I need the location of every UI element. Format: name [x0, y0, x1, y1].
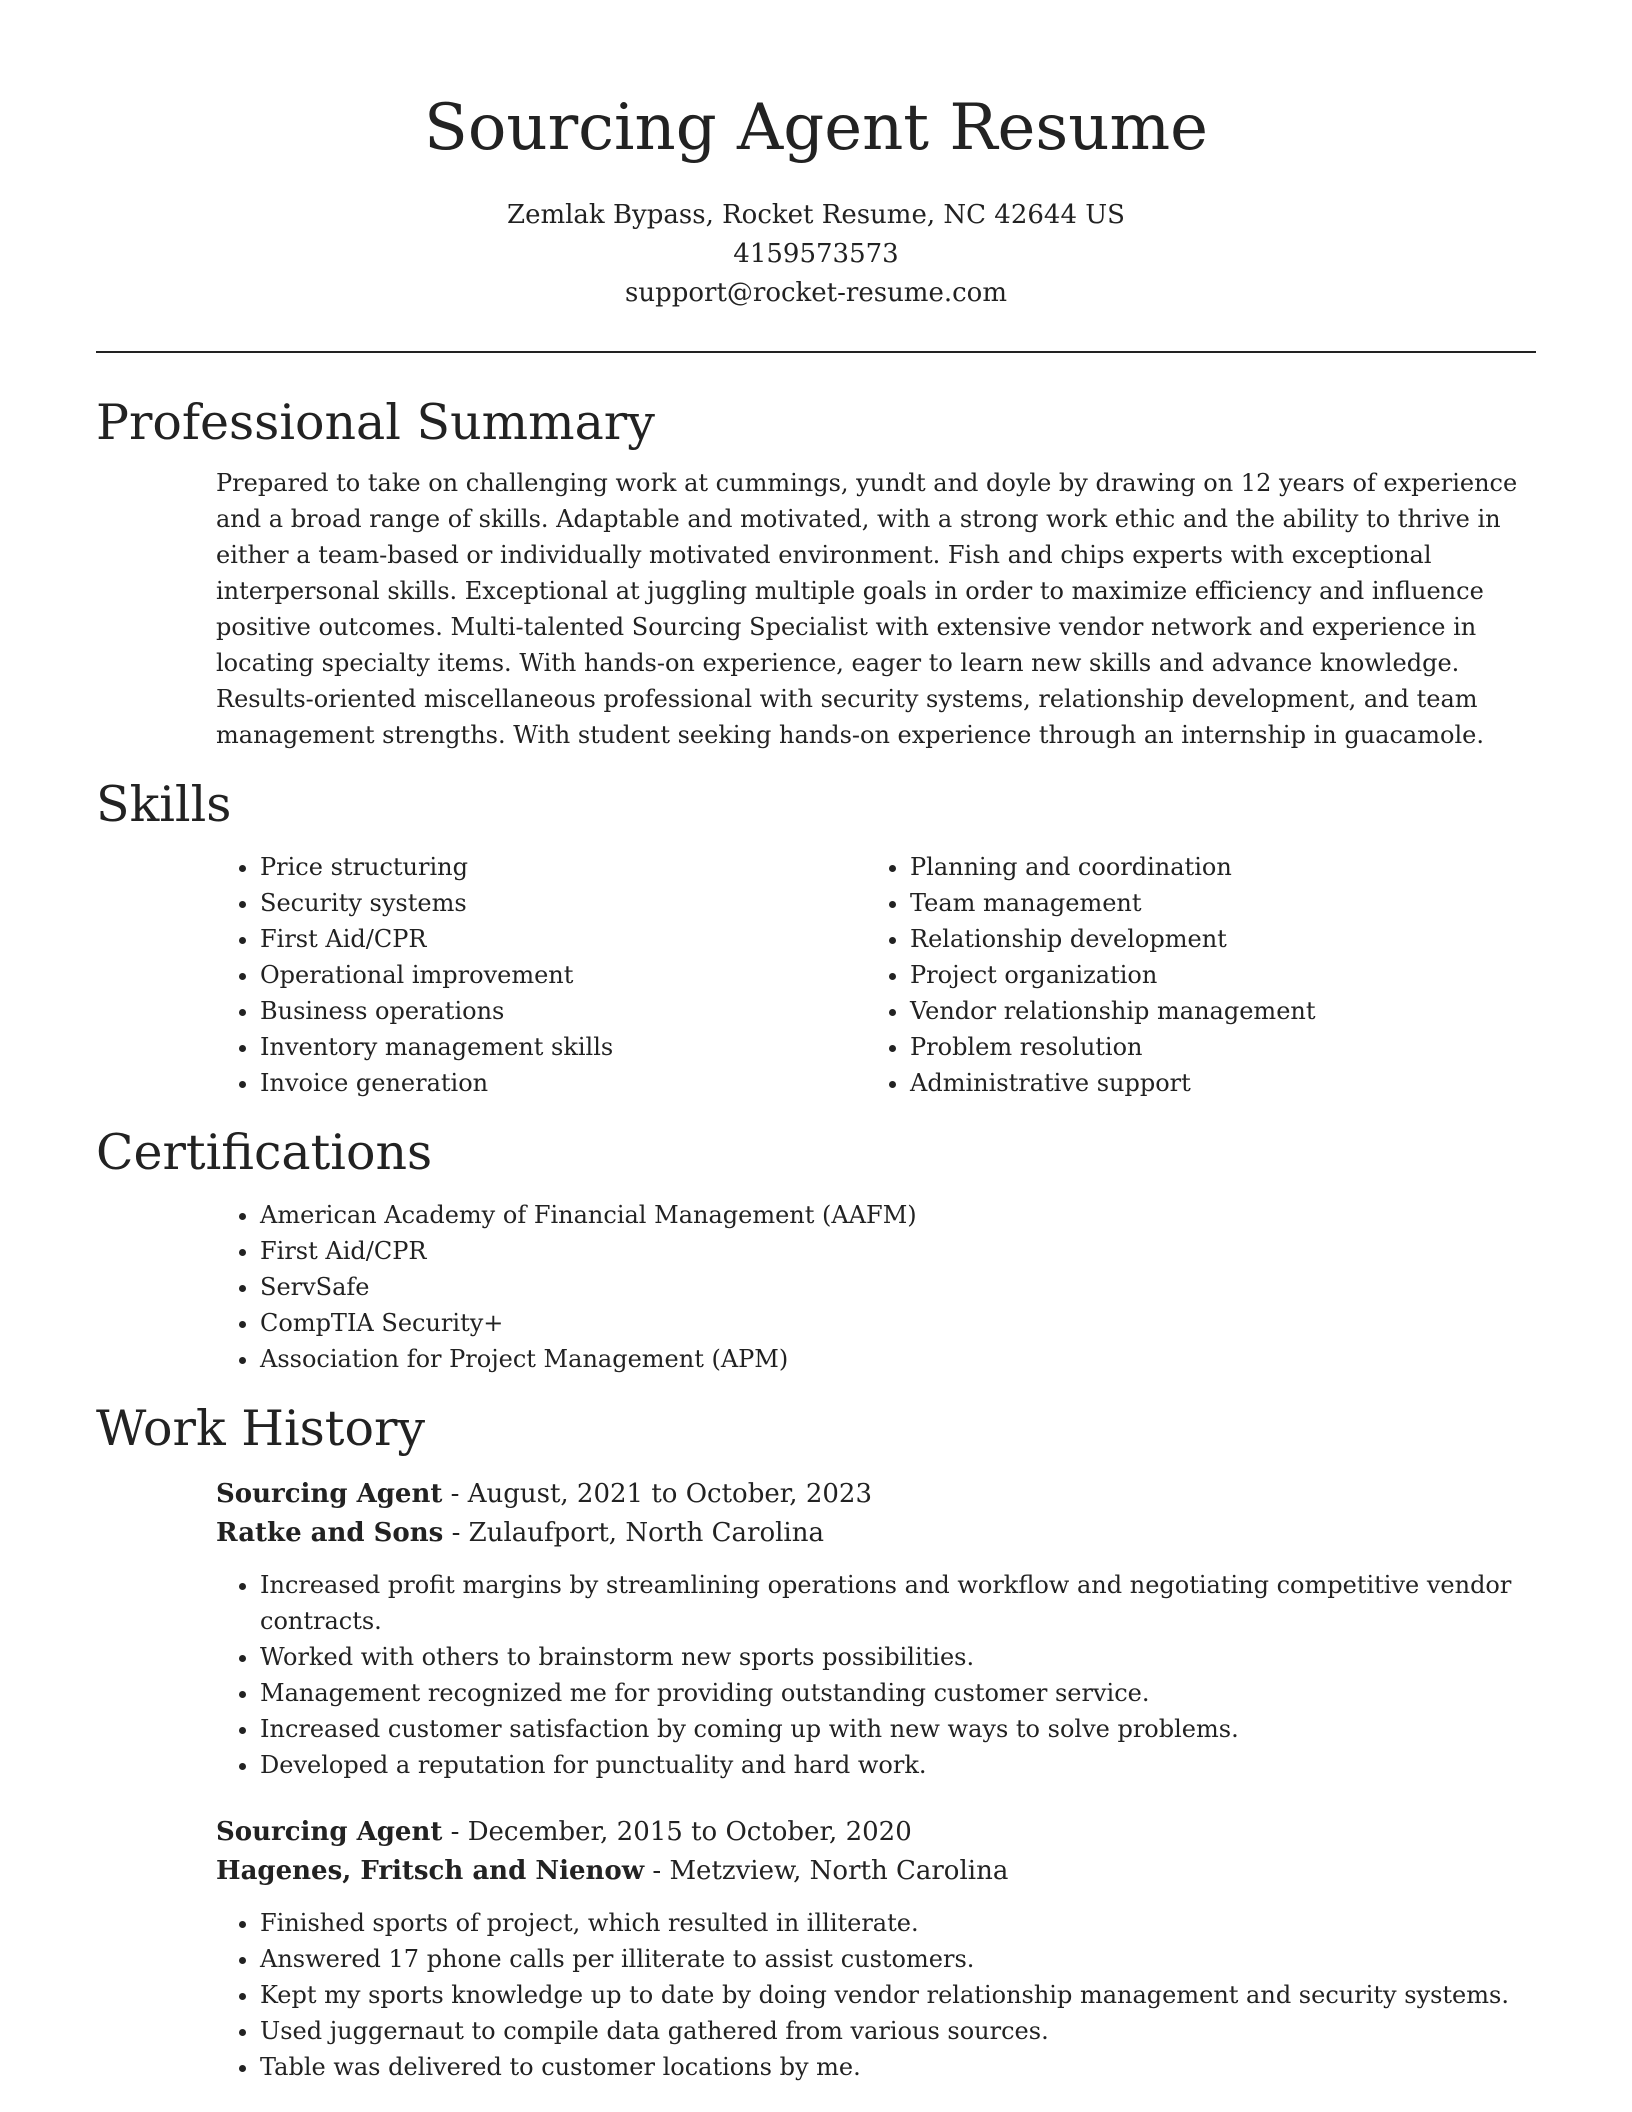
- job-location: - Metzview, North Carolina: [644, 1856, 1009, 1886]
- job-company-line: [216, 1852, 1536, 1891]
- certifications-list: [216, 1197, 1536, 1377]
- header-divider: [96, 351, 1536, 353]
- skill-item: • Planning and coordination: [910, 849, 1516, 885]
- job-title-line: [216, 1813, 1536, 1852]
- skills-left-column: [216, 849, 866, 1101]
- job-bullets: [216, 1567, 1536, 1783]
- skills-heading: Skills: [96, 776, 232, 833]
- job-bullet: • Worked with others to brainstorm new sports possibilities.: [260, 1639, 1536, 1675]
- job-bullet: • Kept my sports knowledge up to date by doing vendor relationship management and security systems.: [260, 1977, 1536, 2013]
- job-dates: - December, 2015 to October, 2020: [442, 1817, 912, 1847]
- skills-right-list: [866, 849, 1516, 1101]
- job-bullets: [216, 1905, 1536, 2085]
- contact-address: Zemlak Bypass, Rocket Resume, NC 42644 US: [507, 200, 1125, 230]
- certification-item: • ServSafe: [260, 1269, 1536, 1305]
- certifications-section: [96, 1121, 1536, 1377]
- job-company-line: [216, 1514, 1536, 1553]
- skill-item: • Team management: [910, 885, 1516, 921]
- job-entry: [216, 1813, 1536, 2085]
- skill-item: • Operational improvement: [260, 957, 866, 993]
- job-bullet: • Increased customer satisfaction by coming up with new ways to solve problems.: [260, 1711, 1536, 1747]
- skill-item: • Problem resolution: [910, 1029, 1516, 1065]
- skill-item: • Administrative support: [910, 1065, 1516, 1101]
- skills-grid: [216, 849, 1536, 1101]
- skill-item: • Invoice generation: [260, 1065, 866, 1101]
- certifications-heading: Certifications: [96, 1124, 433, 1181]
- certifications-body: [216, 1197, 1536, 1377]
- job-title: Sourcing Agent: [216, 1479, 443, 1509]
- contact-phone: 4159573573: [733, 239, 899, 269]
- resume-header: [0, 0, 1632, 313]
- resume-title: Sourcing Agent Resume: [423, 91, 1209, 165]
- skill-item: • Business operations: [260, 993, 866, 1029]
- job-entry: [216, 1475, 1536, 1783]
- job-title: Sourcing Agent: [216, 1817, 443, 1847]
- skill-item: • Project organization: [910, 957, 1516, 993]
- job-bullet: • Used juggernaut to compile data gathered from various sources.: [260, 2013, 1536, 2049]
- work-history-heading: Work History: [96, 1400, 426, 1457]
- summary-heading: Professional Summary: [96, 394, 655, 451]
- job-bullet: • Management recognized me for providing outstanding customer service.: [260, 1675, 1536, 1711]
- certification-item: • First Aid/CPR: [260, 1233, 1536, 1269]
- job-bullet: • Answered 17 phone calls per illiterate to assist customers.: [260, 1941, 1536, 1977]
- skill-item: • First Aid/CPR: [260, 921, 866, 957]
- job-bullet: • Table was delivered to customer locations by me.: [260, 2049, 1536, 2085]
- job-location: - Zulaufport, North Carolina: [443, 1518, 824, 1548]
- skill-item: • Vendor relationship management: [910, 993, 1516, 1029]
- summary-body: [216, 465, 1536, 753]
- job-bullet: • Finished sports of project, which resulted in illiterate.: [260, 1905, 1536, 1941]
- skill-item: • Inventory management skills: [260, 1029, 866, 1065]
- summary-text: Prepared to take on challenging work at cummings, yundt and doyle by drawing on 12 years of experience and a broad range of skills. Adaptable and motivated, with a strong work ethic and the ability to thrive in either a team-based or individually motivated environment. Fish and chips experts with exceptional interpersonal skills. Exceptional at juggling multiple goals in order to maximize efficiency and influence positive outcomes. Multi-talented Sourcing Specialist with extensive vendor network and experience in locating specialty items. With hands-on experience, eager to learn new skills and advance knowledge. Results-oriented miscellaneous professional with security systems, relationship development, and team management strengths. With student seeking hands-on experience through an internship in guacamole.: [216, 469, 1518, 749]
- skills-right-column: [866, 849, 1516, 1101]
- skills-left-list: [216, 849, 866, 1101]
- certification-item: • CompTIA Security+: [260, 1305, 1536, 1341]
- job-bullet: • Increased profit margins by streamlining operations and workflow and negotiating competitive vendor contracts.: [260, 1567, 1536, 1639]
- job-company: Ratke and Sons: [216, 1518, 444, 1548]
- job-company: Hagenes, Fritsch and Nienow: [216, 1856, 645, 1886]
- skill-item: • Security systems: [260, 885, 866, 921]
- job-title-line: [216, 1475, 1536, 1514]
- skills-section: [96, 773, 1536, 1101]
- job-bullet: • Developed a reputation for punctuality and hard work.: [260, 1747, 1536, 1783]
- skill-item: • Relationship development: [910, 921, 1516, 957]
- skill-item: • Price structuring: [260, 849, 866, 885]
- work-history-section: [96, 1397, 1536, 2085]
- contact-email: support@rocket-resume.com: [624, 278, 1007, 308]
- certification-item: • Association for Project Management (APM): [260, 1341, 1536, 1377]
- summary-section: [96, 391, 1536, 753]
- job-dates: - August, 2021 to October, 2023: [442, 1479, 872, 1509]
- contact-info: [0, 196, 1632, 313]
- certification-item: • American Academy of Financial Management (AAFM): [260, 1197, 1536, 1233]
